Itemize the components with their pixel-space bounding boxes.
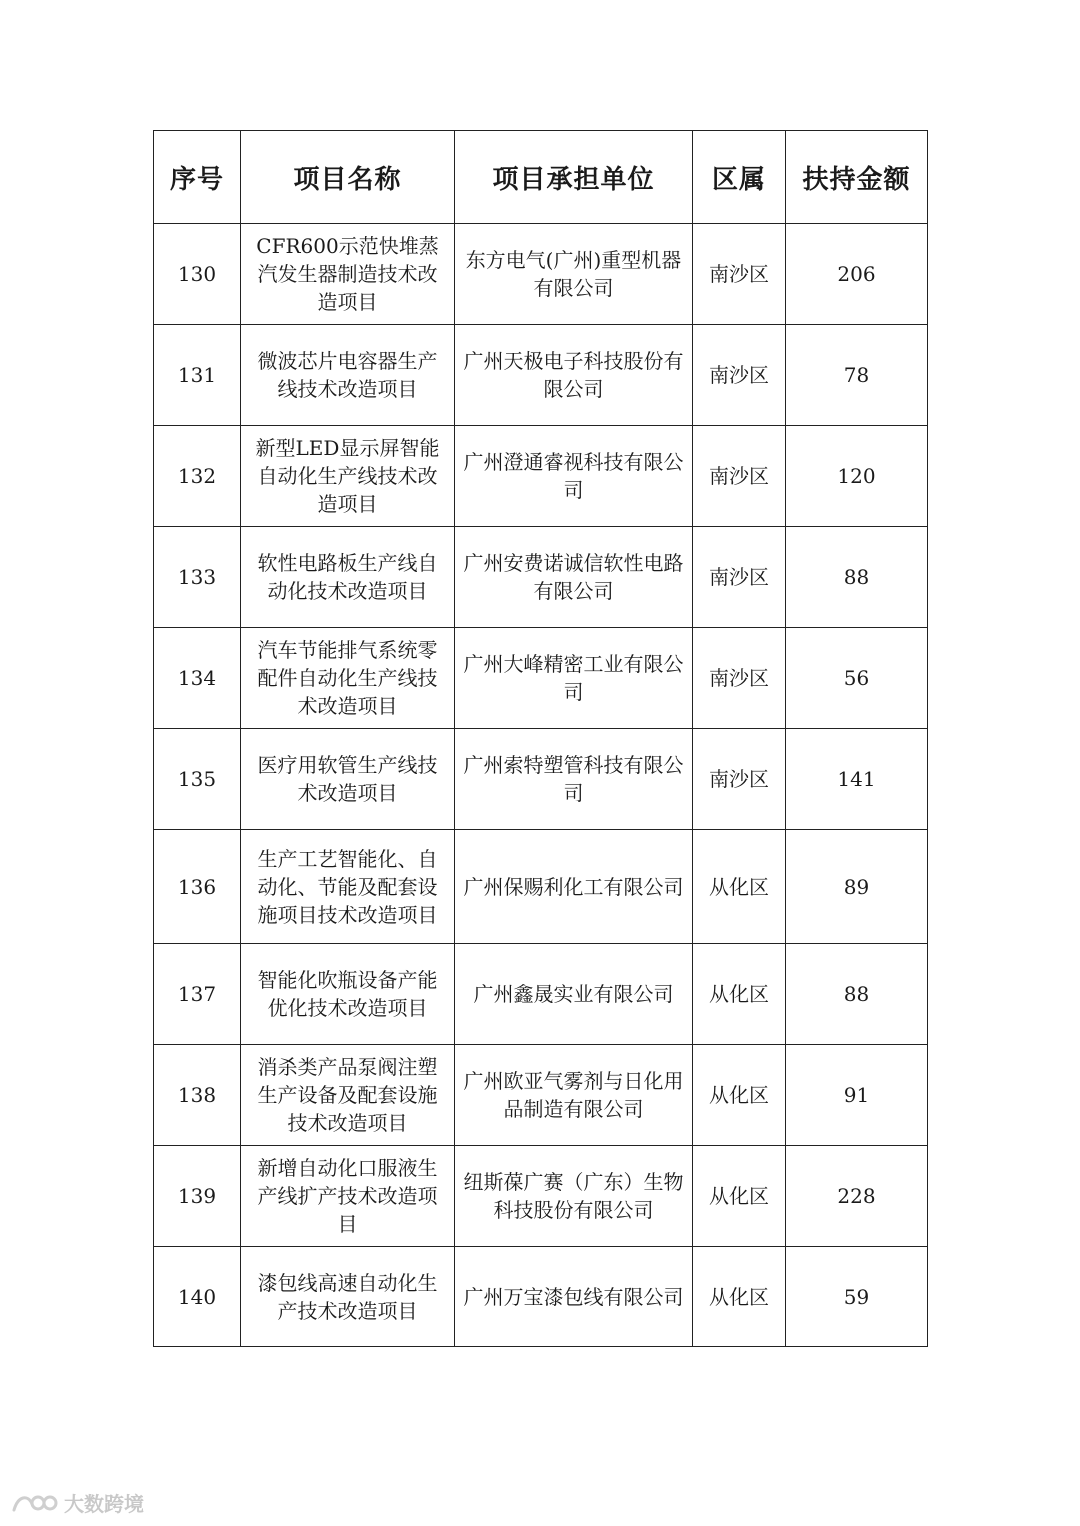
cell-amount: 206 <box>786 224 928 325</box>
cell-index: 135 <box>154 729 241 830</box>
cell-project-name: 生产工艺智能化、自动化、节能及配套设施项目技术改造项目 <box>241 830 455 944</box>
header-district: 区属 <box>693 131 786 224</box>
cell-amount: 91 <box>786 1045 928 1146</box>
cell-company: 广州鑫晟实业有限公司 <box>455 944 693 1045</box>
cell-amount: 78 <box>786 325 928 426</box>
cell-project-name: 软性电路板生产线自动化技术改造项目 <box>241 527 455 628</box>
cell-project-name: CFR600示范快堆蒸汽发生器制造技术改造项目 <box>241 224 455 325</box>
cell-district: 南沙区 <box>693 426 786 527</box>
table-header-row <box>154 131 928 224</box>
cell-district: 南沙区 <box>693 628 786 729</box>
table-row <box>154 628 928 729</box>
cell-company: 纽斯葆广赛（广东）生物科技股份有限公司 <box>455 1146 693 1247</box>
cell-district: 南沙区 <box>693 729 786 830</box>
cell-project-name: 漆包线高速自动化生产技术改造项目 <box>241 1247 455 1347</box>
cell-index: 130 <box>154 224 241 325</box>
table-row <box>154 325 928 426</box>
cell-district: 从化区 <box>693 944 786 1045</box>
cell-index: 133 <box>154 527 241 628</box>
cell-amount: 141 <box>786 729 928 830</box>
table-row <box>154 729 928 830</box>
cell-district: 南沙区 <box>693 527 786 628</box>
table-row <box>154 830 928 944</box>
cell-project-name: 消杀类产品泵阀注塑生产设备及配套设施技术改造项目 <box>241 1045 455 1146</box>
cell-company: 广州索特塑管科技有限公司 <box>455 729 693 830</box>
table-row <box>154 1146 928 1247</box>
watermark <box>10 1488 144 1517</box>
cell-index: 131 <box>154 325 241 426</box>
header-project-name: 项目名称 <box>241 131 455 224</box>
cell-company: 东方电气(广州)重型机器有限公司 <box>455 224 693 325</box>
cell-index: 139 <box>154 1146 241 1247</box>
cell-project-name: 医疗用软管生产线技术改造项目 <box>241 729 455 830</box>
cell-project-name: 新增自动化口服液生产线扩产技术改造项目 <box>241 1146 455 1247</box>
cell-project-name: 智能化吹瓶设备产能优化技术改造项目 <box>241 944 455 1045</box>
cell-company: 广州大峰精密工业有限公司 <box>455 628 693 729</box>
cell-company: 广州保赐利化工有限公司 <box>455 830 693 944</box>
cell-index: 137 <box>154 944 241 1045</box>
cell-amount: 120 <box>786 426 928 527</box>
cell-index: 132 <box>154 426 241 527</box>
cell-index: 138 <box>154 1045 241 1146</box>
cell-district: 南沙区 <box>693 224 786 325</box>
cell-amount: 56 <box>786 628 928 729</box>
brand-logo-icon <box>10 1490 58 1516</box>
table-row <box>154 426 928 527</box>
cell-district: 从化区 <box>693 1146 786 1247</box>
table-row <box>154 527 928 628</box>
cell-company: 广州安费诺诚信软性电路有限公司 <box>455 527 693 628</box>
cell-project-name: 汽车节能排气系统零配件自动化生产线技术改造项目 <box>241 628 455 729</box>
cell-district: 从化区 <box>693 1247 786 1347</box>
project-table <box>153 130 928 1347</box>
cell-amount: 88 <box>786 527 928 628</box>
cell-amount: 88 <box>786 944 928 1045</box>
cell-district: 从化区 <box>693 1045 786 1146</box>
cell-company: 广州天极电子科技股份有限公司 <box>455 325 693 426</box>
header-amount: 扶持金额 <box>786 131 928 224</box>
cell-company: 广州欧亚气雾剂与日化用品制造有限公司 <box>455 1045 693 1146</box>
table-row <box>154 1045 928 1146</box>
header-index: 序号 <box>154 131 241 224</box>
cell-amount: 228 <box>786 1146 928 1247</box>
cell-company: 广州澄通睿视科技有限公司 <box>455 426 693 527</box>
table-row <box>154 224 928 325</box>
table-row <box>154 1247 928 1347</box>
watermark-text: 大数跨境 <box>64 1492 144 1516</box>
cell-district: 从化区 <box>693 830 786 944</box>
cell-amount: 59 <box>786 1247 928 1347</box>
header-company: 项目承担单位 <box>455 131 693 224</box>
table-row <box>154 944 928 1045</box>
cell-index: 136 <box>154 830 241 944</box>
cell-amount: 89 <box>786 830 928 944</box>
cell-company: 广州万宝漆包线有限公司 <box>455 1247 693 1347</box>
cell-project-name: 新型LED显示屏智能自动化生产线技术改造项目 <box>241 426 455 527</box>
cell-index: 140 <box>154 1247 241 1347</box>
cell-district: 南沙区 <box>693 325 786 426</box>
cell-index: 134 <box>154 628 241 729</box>
cell-project-name: 微波芯片电容器生产线技术改造项目 <box>241 325 455 426</box>
